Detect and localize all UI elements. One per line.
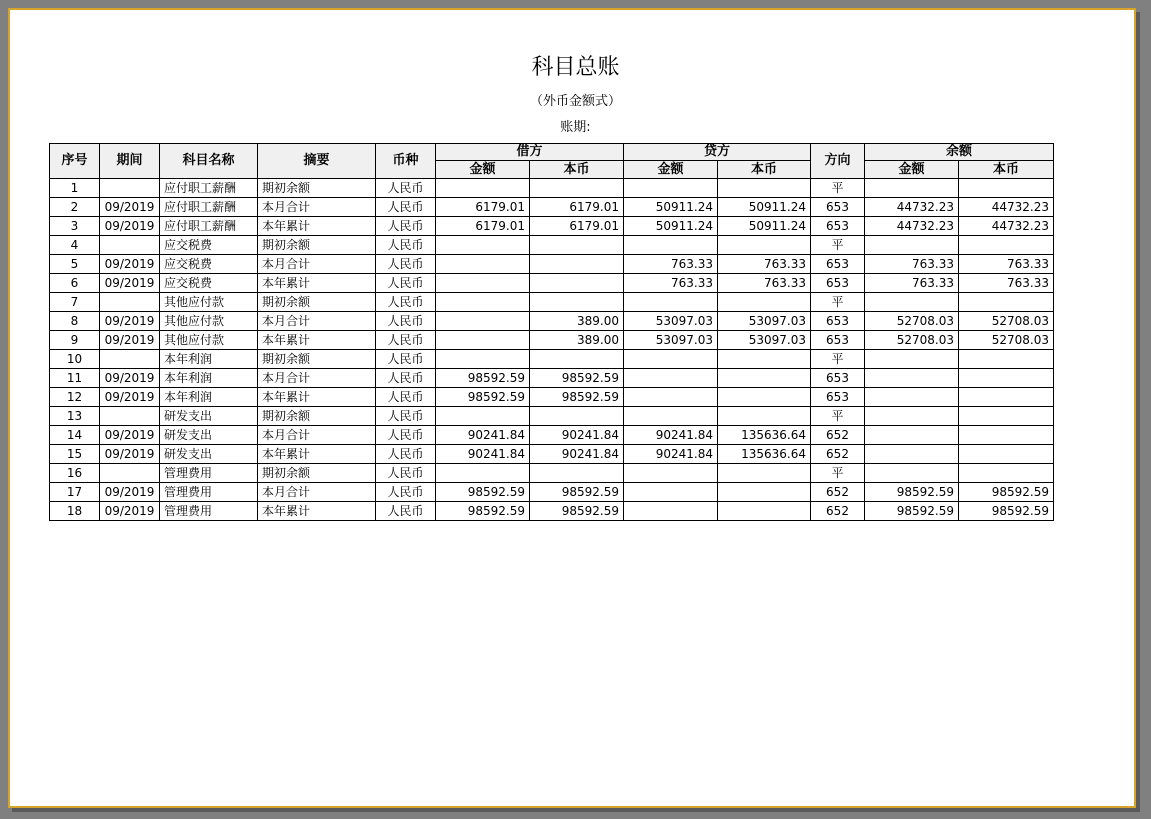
table-row xyxy=(50,426,1054,445)
cell-balance-amount xyxy=(865,369,959,388)
header-currency: 币种 xyxy=(376,144,436,179)
table-row xyxy=(50,464,1054,483)
cell-balance-amount: 52708.03 xyxy=(865,331,959,350)
cell-credit-amount xyxy=(624,369,718,388)
cell-credit-local xyxy=(718,464,811,483)
cell-currency: 人民币 xyxy=(376,445,436,464)
cell-summary: 本年累计 xyxy=(258,274,376,293)
cell-summary: 期初余额 xyxy=(258,236,376,255)
cell-balance-local xyxy=(959,445,1054,464)
cell-debit-local: 6179.01 xyxy=(530,198,624,217)
cell-balance-amount: 44732.23 xyxy=(865,217,959,236)
cell-debit-local: 90241.84 xyxy=(530,445,624,464)
cell-debit-amount xyxy=(436,464,530,483)
cell-account: 本年利润 xyxy=(160,388,258,407)
cell-account: 应交税费 xyxy=(160,255,258,274)
cell-balance-local xyxy=(959,350,1054,369)
cell-balance-amount: 763.33 xyxy=(865,274,959,293)
cell-period xyxy=(100,293,160,312)
cell-direction: 平 xyxy=(811,407,865,426)
table-row xyxy=(50,388,1054,407)
cell-debit-local: 389.00 xyxy=(530,331,624,350)
cell-currency: 人民币 xyxy=(376,179,436,198)
cell-direction: 652 xyxy=(811,445,865,464)
cell-debit-local xyxy=(530,407,624,426)
cell-debit-local: 98592.59 xyxy=(530,483,624,502)
cell-credit-local xyxy=(718,293,811,312)
cell-debit-amount: 98592.59 xyxy=(436,369,530,388)
cell-balance-local xyxy=(959,369,1054,388)
cell-currency: 人民币 xyxy=(376,293,436,312)
cell-balance-local: 44732.23 xyxy=(959,217,1054,236)
cell-seq: 5 xyxy=(50,255,100,274)
cell-credit-amount: 90241.84 xyxy=(624,445,718,464)
ledger-body xyxy=(50,179,1054,521)
cell-account: 本年利润 xyxy=(160,369,258,388)
cell-summary: 本年累计 xyxy=(258,217,376,236)
table-row xyxy=(50,350,1054,369)
cell-seq: 3 xyxy=(50,217,100,236)
cell-debit-local xyxy=(530,350,624,369)
cell-summary: 本月合计 xyxy=(258,198,376,217)
cell-currency: 人民币 xyxy=(376,464,436,483)
cell-balance-local xyxy=(959,426,1054,445)
cell-credit-amount: 53097.03 xyxy=(624,331,718,350)
header-summary: 摘要 xyxy=(258,144,376,179)
table-row xyxy=(50,217,1054,236)
cell-debit-local xyxy=(530,274,624,293)
cell-credit-local xyxy=(718,388,811,407)
cell-credit-local: 50911.24 xyxy=(718,198,811,217)
cell-debit-local xyxy=(530,293,624,312)
cell-summary: 本年累计 xyxy=(258,331,376,350)
cell-balance-local xyxy=(959,236,1054,255)
cell-credit-amount: 53097.03 xyxy=(624,312,718,331)
cell-credit-local xyxy=(718,483,811,502)
header-period: 期间 xyxy=(100,144,160,179)
cell-period: 09/2019 xyxy=(100,274,160,293)
cell-credit-amount: 50911.24 xyxy=(624,198,718,217)
cell-direction: 653 xyxy=(811,198,865,217)
table-row xyxy=(50,331,1054,350)
cell-debit-amount: 98592.59 xyxy=(436,483,530,502)
cell-account: 其他应付款 xyxy=(160,312,258,331)
cell-currency: 人民币 xyxy=(376,350,436,369)
cell-summary: 期初余额 xyxy=(258,407,376,426)
cell-period xyxy=(100,350,160,369)
cell-credit-amount: 90241.84 xyxy=(624,426,718,445)
cell-balance-local xyxy=(959,388,1054,407)
cell-credit-local xyxy=(718,236,811,255)
cell-period xyxy=(100,236,160,255)
cell-period: 09/2019 xyxy=(100,483,160,502)
cell-balance-local xyxy=(959,407,1054,426)
cell-account: 应交税费 xyxy=(160,274,258,293)
cell-seq: 9 xyxy=(50,331,100,350)
cell-period: 09/2019 xyxy=(100,255,160,274)
cell-direction: 平 xyxy=(811,293,865,312)
cell-currency: 人民币 xyxy=(376,217,436,236)
cell-balance-local xyxy=(959,464,1054,483)
cell-summary: 本月合计 xyxy=(258,426,376,445)
header-credit-local: 本币 xyxy=(718,161,811,179)
table-row xyxy=(50,312,1054,331)
cell-debit-amount xyxy=(436,274,530,293)
cell-balance-amount: 98592.59 xyxy=(865,502,959,521)
cell-direction: 平 xyxy=(811,236,865,255)
cell-currency: 人民币 xyxy=(376,502,436,521)
cell-summary: 本年累计 xyxy=(258,388,376,407)
cell-seq: 1 xyxy=(50,179,100,198)
cell-currency: 人民币 xyxy=(376,331,436,350)
cell-credit-amount: 763.33 xyxy=(624,255,718,274)
cell-credit-amount: 763.33 xyxy=(624,274,718,293)
cell-currency: 人民币 xyxy=(376,407,436,426)
cell-credit-local xyxy=(718,369,811,388)
cell-debit-local: 98592.59 xyxy=(530,369,624,388)
cell-summary: 本年累计 xyxy=(258,502,376,521)
ledger-table xyxy=(49,143,1054,521)
header-credit: 贷方 xyxy=(624,144,811,161)
cell-currency: 人民币 xyxy=(376,198,436,217)
cell-debit-local: 98592.59 xyxy=(530,388,624,407)
cell-debit-amount: 90241.84 xyxy=(436,445,530,464)
cell-debit-amount xyxy=(436,179,530,198)
cell-seq: 16 xyxy=(50,464,100,483)
cell-credit-amount xyxy=(624,388,718,407)
cell-direction: 653 xyxy=(811,312,865,331)
cell-balance-amount: 763.33 xyxy=(865,255,959,274)
cell-credit-amount xyxy=(624,483,718,502)
cell-balance-amount xyxy=(865,445,959,464)
cell-currency: 人民币 xyxy=(376,312,436,331)
cell-account: 本年利润 xyxy=(160,350,258,369)
page-shadow-bottom xyxy=(12,808,1140,812)
cell-balance-amount xyxy=(865,426,959,445)
cell-debit-local: 389.00 xyxy=(530,312,624,331)
cell-balance-local xyxy=(959,179,1054,198)
cell-summary: 本年累计 xyxy=(258,445,376,464)
header-seq: 序号 xyxy=(50,144,100,179)
cell-credit-local: 53097.03 xyxy=(718,331,811,350)
cell-currency: 人民币 xyxy=(376,388,436,407)
cell-debit-local: 6179.01 xyxy=(530,217,624,236)
table-row xyxy=(50,274,1054,293)
cell-balance-amount xyxy=(865,179,959,198)
cell-summary: 本月合计 xyxy=(258,312,376,331)
cell-credit-amount xyxy=(624,293,718,312)
cell-credit-local: 763.33 xyxy=(718,255,811,274)
cell-summary: 期初余额 xyxy=(258,293,376,312)
cell-account: 管理费用 xyxy=(160,502,258,521)
cell-seq: 10 xyxy=(50,350,100,369)
cell-period xyxy=(100,407,160,426)
header-debit-local: 本币 xyxy=(530,161,624,179)
cell-debit-amount: 6179.01 xyxy=(436,217,530,236)
cell-summary: 期初余额 xyxy=(258,179,376,198)
cell-seq: 2 xyxy=(50,198,100,217)
cell-period xyxy=(100,464,160,483)
table-row xyxy=(50,445,1054,464)
cell-account: 应付职工薪酬 xyxy=(160,198,258,217)
cell-currency: 人民币 xyxy=(376,483,436,502)
cell-seq: 17 xyxy=(50,483,100,502)
cell-summary: 期初余额 xyxy=(258,350,376,369)
cell-balance-amount xyxy=(865,236,959,255)
cell-currency: 人民币 xyxy=(376,369,436,388)
cell-debit-amount xyxy=(436,407,530,426)
cell-debit-amount: 98592.59 xyxy=(436,502,530,521)
table-row xyxy=(50,369,1054,388)
cell-account: 应付职工薪酬 xyxy=(160,217,258,236)
cell-period: 09/2019 xyxy=(100,331,160,350)
header-debit: 借方 xyxy=(436,144,624,161)
table-row xyxy=(50,198,1054,217)
cell-currency: 人民币 xyxy=(376,274,436,293)
cell-currency: 人民币 xyxy=(376,236,436,255)
cell-direction: 653 xyxy=(811,388,865,407)
cell-summary: 本月合计 xyxy=(258,369,376,388)
cell-period: 09/2019 xyxy=(100,198,160,217)
cell-period: 09/2019 xyxy=(100,217,160,236)
cell-account: 应付职工薪酬 xyxy=(160,179,258,198)
cell-seq: 12 xyxy=(50,388,100,407)
cell-seq: 6 xyxy=(50,274,100,293)
cell-credit-local: 53097.03 xyxy=(718,312,811,331)
cell-balance-local: 98592.59 xyxy=(959,502,1054,521)
cell-account: 管理费用 xyxy=(160,464,258,483)
cell-credit-amount xyxy=(624,179,718,198)
cell-credit-local xyxy=(718,502,811,521)
cell-seq: 11 xyxy=(50,369,100,388)
cell-period: 09/2019 xyxy=(100,445,160,464)
cell-credit-local: 50911.24 xyxy=(718,217,811,236)
cell-direction: 652 xyxy=(811,502,865,521)
cell-period: 09/2019 xyxy=(100,312,160,331)
cell-debit-amount xyxy=(436,293,530,312)
cell-direction: 653 xyxy=(811,255,865,274)
cell-credit-amount xyxy=(624,350,718,369)
cell-balance-amount: 98592.59 xyxy=(865,483,959,502)
cell-debit-amount xyxy=(436,331,530,350)
cell-credit-amount xyxy=(624,236,718,255)
cell-account: 其他应付款 xyxy=(160,293,258,312)
cell-credit-local: 135636.64 xyxy=(718,426,811,445)
cell-seq: 18 xyxy=(50,502,100,521)
report-title: 科目总账 xyxy=(531,55,620,80)
cell-debit-local xyxy=(530,255,624,274)
cell-direction: 653 xyxy=(811,369,865,388)
cell-direction: 653 xyxy=(811,331,865,350)
cell-balance-local: 44732.23 xyxy=(959,198,1054,217)
cell-summary: 期初余额 xyxy=(258,464,376,483)
cell-credit-local xyxy=(718,407,811,426)
header-credit-amount: 金额 xyxy=(624,161,718,179)
cell-currency: 人民币 xyxy=(376,426,436,445)
table-row xyxy=(50,293,1054,312)
cell-credit-local xyxy=(718,179,811,198)
cell-seq: 13 xyxy=(50,407,100,426)
cell-balance-local: 763.33 xyxy=(959,255,1054,274)
cell-summary: 本月合计 xyxy=(258,483,376,502)
report-period-label: 账期: xyxy=(560,120,591,135)
header-debit-amount: 金额 xyxy=(436,161,530,179)
cell-account: 管理费用 xyxy=(160,483,258,502)
header-balance: 余额 xyxy=(865,144,1054,161)
cell-balance-local: 98592.59 xyxy=(959,483,1054,502)
cell-debit-local xyxy=(530,179,624,198)
cell-period: 09/2019 xyxy=(100,388,160,407)
table-row xyxy=(50,483,1054,502)
cell-account: 应交税费 xyxy=(160,236,258,255)
cell-direction: 653 xyxy=(811,274,865,293)
cell-credit-local: 135636.64 xyxy=(718,445,811,464)
cell-summary: 本月合计 xyxy=(258,255,376,274)
cell-credit-amount xyxy=(624,464,718,483)
cell-debit-amount: 90241.84 xyxy=(436,426,530,445)
cell-debit-amount: 98592.59 xyxy=(436,388,530,407)
cell-credit-local: 763.33 xyxy=(718,274,811,293)
cell-credit-local xyxy=(718,350,811,369)
cell-debit-local xyxy=(530,464,624,483)
cell-debit-local: 90241.84 xyxy=(530,426,624,445)
cell-account: 其他应付款 xyxy=(160,331,258,350)
header-direction: 方向 xyxy=(811,144,865,179)
cell-account: 研发支出 xyxy=(160,426,258,445)
cell-debit-amount xyxy=(436,255,530,274)
cell-account: 研发支出 xyxy=(160,445,258,464)
cell-account: 研发支出 xyxy=(160,407,258,426)
cell-balance-amount xyxy=(865,388,959,407)
cell-direction: 652 xyxy=(811,483,865,502)
cell-debit-amount: 6179.01 xyxy=(436,198,530,217)
cell-period: 09/2019 xyxy=(100,369,160,388)
cell-balance-amount: 44732.23 xyxy=(865,198,959,217)
cell-seq: 4 xyxy=(50,236,100,255)
cell-credit-amount xyxy=(624,407,718,426)
cell-seq: 8 xyxy=(50,312,100,331)
cell-debit-amount xyxy=(436,350,530,369)
header-balance-local: 本币 xyxy=(959,161,1054,179)
header-balance-amount: 金额 xyxy=(865,161,959,179)
cell-credit-amount xyxy=(624,502,718,521)
header-account: 科目名称 xyxy=(160,144,258,179)
table-row xyxy=(50,236,1054,255)
cell-debit-local: 98592.59 xyxy=(530,502,624,521)
cell-balance-local xyxy=(959,293,1054,312)
cell-debit-amount xyxy=(436,236,530,255)
table-row xyxy=(50,502,1054,521)
ledger-header xyxy=(50,144,1054,179)
cell-balance-amount xyxy=(865,293,959,312)
cell-seq: 15 xyxy=(50,445,100,464)
table-row xyxy=(50,179,1054,198)
table-row xyxy=(50,255,1054,274)
cell-direction: 平 xyxy=(811,350,865,369)
cell-balance-amount: 52708.03 xyxy=(865,312,959,331)
cell-credit-amount: 50911.24 xyxy=(624,217,718,236)
cell-balance-amount xyxy=(865,464,959,483)
cell-balance-amount xyxy=(865,350,959,369)
cell-balance-local: 763.33 xyxy=(959,274,1054,293)
cell-debit-local xyxy=(530,236,624,255)
cell-balance-local: 52708.03 xyxy=(959,331,1054,350)
cell-currency: 人民币 xyxy=(376,255,436,274)
cell-direction: 平 xyxy=(811,464,865,483)
cell-period: 09/2019 xyxy=(100,426,160,445)
cell-balance-amount xyxy=(865,407,959,426)
cell-direction: 653 xyxy=(811,217,865,236)
cell-balance-local: 52708.03 xyxy=(959,312,1054,331)
cell-seq: 7 xyxy=(50,293,100,312)
cell-period xyxy=(100,179,160,198)
cell-debit-amount xyxy=(436,312,530,331)
table-row xyxy=(50,407,1054,426)
cell-period: 09/2019 xyxy=(100,502,160,521)
cell-direction: 平 xyxy=(811,179,865,198)
cell-seq: 14 xyxy=(50,426,100,445)
cell-direction: 652 xyxy=(811,426,865,445)
report-subtitle: （外币金额式） xyxy=(529,94,621,109)
